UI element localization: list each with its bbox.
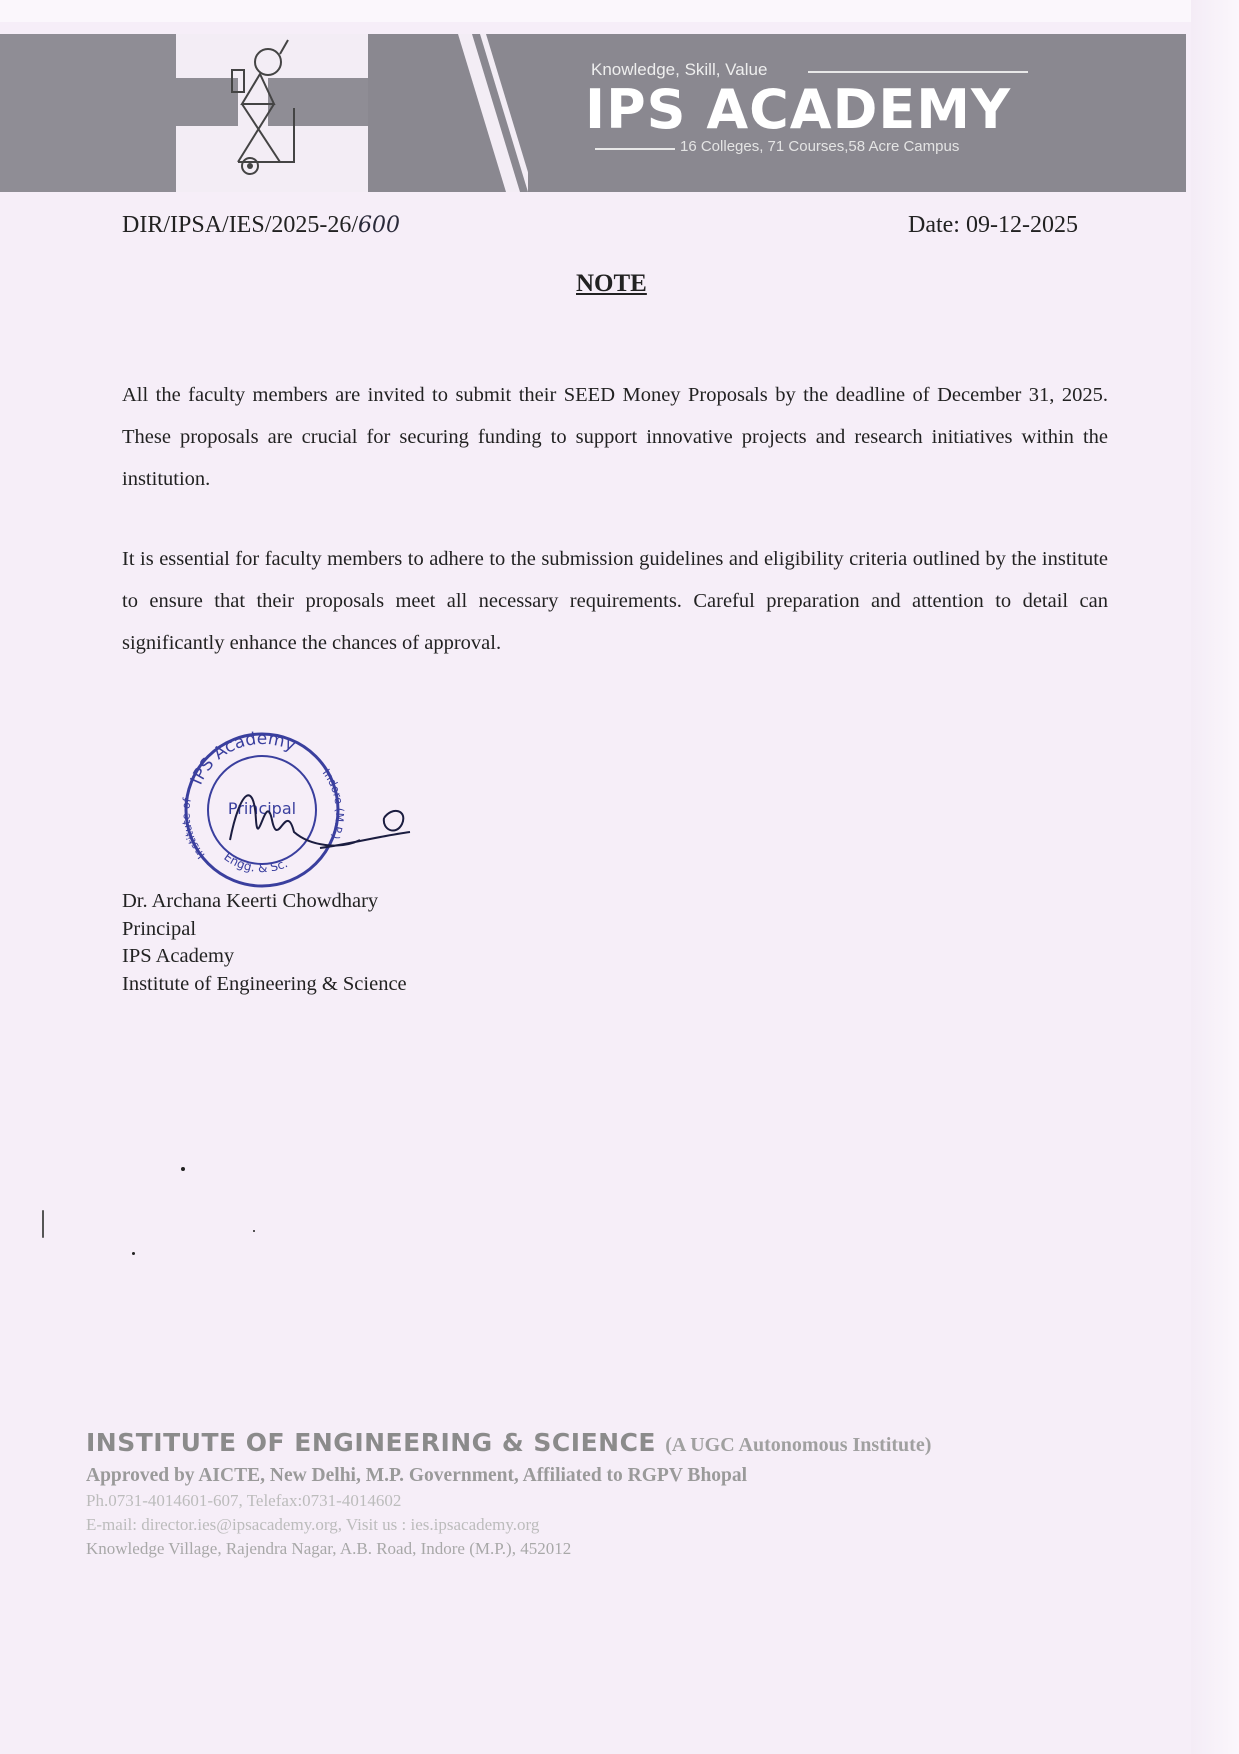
stamp-bottom-text: Engg. & Sc. (221, 849, 290, 876)
scan-right-edge (1191, 0, 1239, 1754)
reference-printed: DIR/IPSA/IES/2025-26/ (122, 212, 359, 238)
footer-approval: Approved by AICTE, New Delhi, M.P. Government, Affiliated to RGPV Bhopal (86, 1465, 748, 1486)
letterhead-tagline: Knowledge, Skill, Value (591, 60, 768, 79)
tagline-rule (808, 71, 1028, 73)
svg-text:Indore (M.P.) (320, 767, 346, 841)
subline-rule (595, 148, 675, 150)
body-paragraph-2: It is essential for faculty members to adhere to the submission guidelines and eligibility criteria outlined by the institute to ensure that their proposals meet all necessary requirements. Careful preparation and attention to detail can significantly enhance the chances of approval. (122, 548, 1108, 654)
banner-left-block (0, 34, 176, 192)
footer-address: Knowledge Village, Rajendra Nagar, A.B. Road, Indore (M.P.), 452012 (86, 1539, 572, 1558)
footer-phone: Ph.0731-4014601-607, Telefax:0731-4014602 (86, 1491, 402, 1510)
letterhead-banner (0, 34, 1186, 192)
letterhead-brand: IPS ACADEMY (585, 78, 1012, 141)
signatory-block (122, 888, 407, 998)
footer-status: (A UGC Autonomous Institute) (665, 1434, 932, 1456)
svg-text:IPS Academy (187, 729, 299, 788)
signatory-organization: IPS Academy (122, 945, 235, 967)
ips-logo-icon (176, 34, 368, 192)
reference-handwritten: 600 (358, 213, 401, 238)
signatory-name: Dr. Archana Keerti Chowdhary (122, 890, 379, 912)
svg-text:Engg. & Sc. (221, 850, 289, 876)
page-title: NOTE (576, 270, 647, 297)
banner-stripes-icon (368, 34, 528, 192)
reference-number (122, 212, 400, 239)
footer-email: E-mail: director.ies@ipsacademy.org, Visit us : ies.ipsacademy.org (86, 1515, 540, 1534)
principal-stamp (170, 720, 430, 890)
letterhead-subline: 16 Colleges, 71 Courses,58 Acre Campus (680, 138, 960, 155)
stamp-top-text: IPS Academy (186, 728, 299, 788)
stamp-right-text: Indore (M.P.) (319, 766, 347, 841)
footer-institute: INSTITUTE OF ENGINEERING & SCIENCE (86, 1428, 656, 1457)
scan-top-edge (0, 0, 1239, 22)
body-paragraph-1: All the faculty members are invited to submit their SEED Money Proposals by the deadline of December 31, 2025. These proposals are crucial for securing funding to support innovative projects and research initiatives within the institution. (122, 384, 1108, 490)
footer-institute-line (86, 1428, 931, 1457)
signatory-designation: Principal (122, 917, 197, 940)
signatory-institute: Institute of Engineering & Science (122, 972, 407, 995)
svg-text:Institute of (179, 796, 207, 861)
document-date: Date: 09-12-2025 (908, 212, 1078, 238)
letterhead-footer (86, 1428, 931, 1559)
stamp-center-text: Principal (227, 799, 297, 818)
stamp-left-text: Institute of (179, 797, 208, 862)
